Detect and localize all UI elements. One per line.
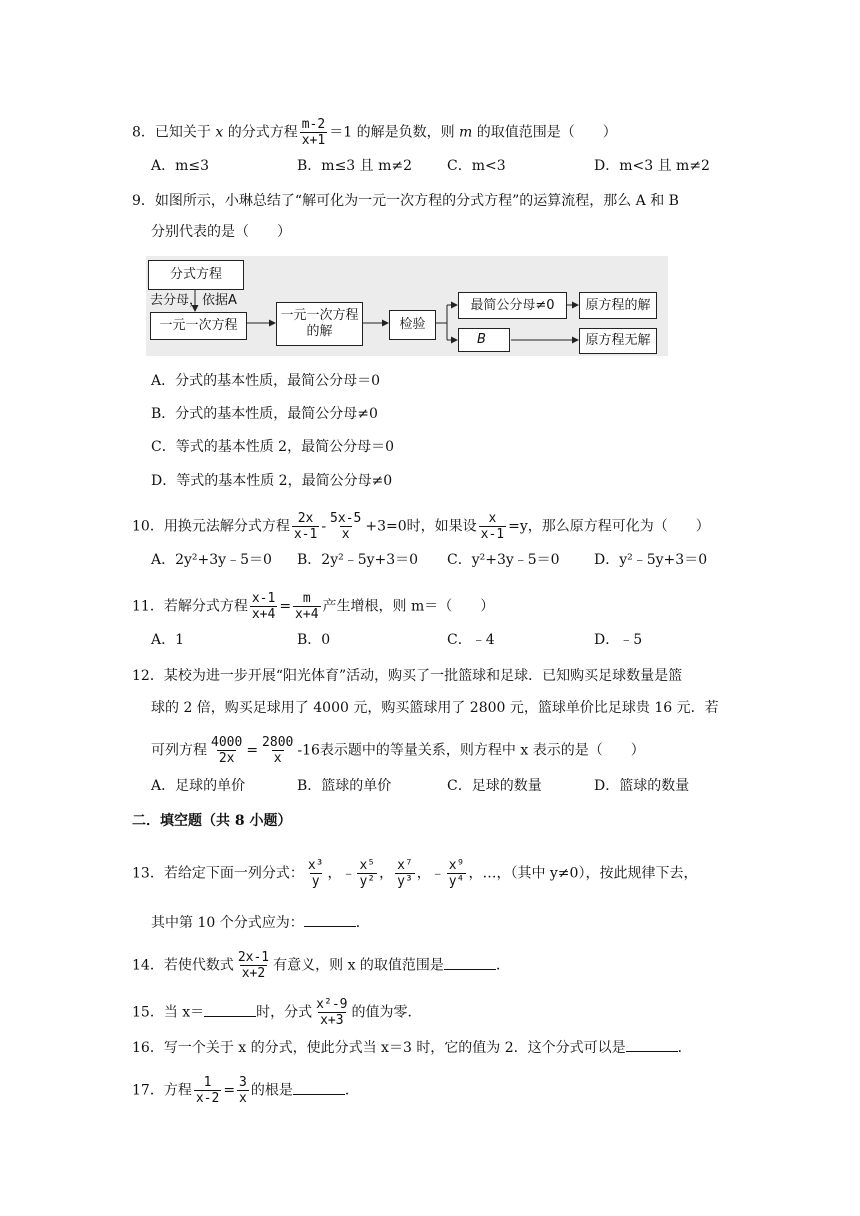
q13-answer-blank[interactable] <box>304 912 356 927</box>
q13-line2: 其中第 10 个分式应为： ． <box>151 912 370 932</box>
q10-option-b[interactable]: B．2y²﹣5y+3＝0 <box>297 552 419 568</box>
q12-option-a[interactable]: A．足球的单价 <box>151 778 246 794</box>
q11-option-a[interactable]: A．1 <box>151 632 185 648</box>
q8-option-d[interactable]: D．m<3 且 m≠2 <box>594 158 710 174</box>
flow-box-linear-equation: 一元一次方程 <box>150 312 247 340</box>
q12-option-d[interactable]: D．篮球的数量 <box>594 778 690 794</box>
flow-box-no-solution: 原方程无解 <box>579 328 657 354</box>
q11-option-b[interactable]: B．0 <box>297 632 331 648</box>
q17-stem: 17．方程 $\frac{1}{x-2}$ = $\frac{3}{x}$ 的根是 ． <box>132 1075 359 1106</box>
q12-option-b[interactable]: B．篮球的单价 <box>297 778 392 794</box>
q8-option-b[interactable]: B．m≤3 且 m≠2 <box>297 158 413 174</box>
q11-stem: 11．若解分式方程 $\frac{x-1}{x+4}$ = $\frac{m}{x+4}$ 产生增根，则 m＝（ ） <box>132 591 495 622</box>
q14-stem: 14．若使代数式 $\frac{2x-1}{x+2}$ 有意义，则 x 的取值范围是 ． <box>132 950 510 981</box>
q8-option-c[interactable]: C．m<3 <box>447 158 506 174</box>
q10-option-a[interactable]: A．2y²+3y﹣5＝0 <box>151 552 272 568</box>
q9-option-d[interactable]: D．等式的基本性质 2，最简公分母≠0 <box>151 473 393 489</box>
q12-stem-line2: 球的 2 倍，购买足球用了 4000 元，购买篮球用了 2800 元，篮球单价比足球贵 16 元．若 <box>151 700 719 716</box>
q15-stem: 15．当 x＝ 时，分式 $\frac{\text{x²-9}}{x+3}$ 的值为零． <box>132 997 422 1028</box>
flow-box-b: B <box>458 328 510 352</box>
q13-stem: 13．若给定下面一列分式： $\frac{\text{x³}}{y}$ ，﹣ $\frac{\text{x⁵}}{\text{y²}}$ ， $\frac{\text{x⁷}}{\text{y³}}$ ，﹣ $\frac{\text{x⁹}}{\text{y⁴}}$ ，…，（其中 y≠0），按此规律下去， <box>132 858 698 889</box>
q8-fraction: $\frac{m-2}{x+1}$ <box>301 117 326 148</box>
q11-option-d[interactable]: D．﹣5 <box>594 632 643 648</box>
q10-stem: 10．用换元法解分式方程 $\frac{2x}{x-1}$ - $\frac{5x-5}{x}$ +3=0时，如果设 $\frac{x}{x-1}$ =y，那么原方程可化为（ ） <box>132 511 710 542</box>
q10-option-c[interactable]: C．y²+3y﹣5＝0 <box>447 552 560 568</box>
flow-box-check: 检验 <box>389 310 436 340</box>
q15-answer-blank[interactable] <box>204 1002 256 1017</box>
q17-answer-blank[interactable] <box>293 1080 345 1095</box>
q8-option-a[interactable]: A．m≤3 <box>151 158 210 174</box>
q8-stem: 8．已知关于 x 的分式方程 $\frac{m-2}{x+1}$ ＝1 的解是负数，则 m 的取值范围是（ ） <box>132 117 617 148</box>
q9-option-b[interactable]: B．分式的基本性质，最简公分母≠0 <box>151 406 378 422</box>
q16-answer-blank[interactable] <box>626 1037 678 1052</box>
q9-stem-line2: 分别代表的是（ ） <box>151 224 291 240</box>
flow-box-lcd-nonzero: 最简公分母≠0 <box>458 292 567 319</box>
flow-box-linear-solution: 一元一次方程的解 <box>276 302 363 346</box>
section-title-fill-in: 二．填空题（共 8 小题） <box>132 813 292 829</box>
q9-option-a[interactable]: A．分式的基本性质，最简公分母＝0 <box>151 373 381 389</box>
flow-edge-label: 去分母，依据A <box>150 293 237 308</box>
q10-option-d[interactable]: D．y²﹣5y+3＝0 <box>594 552 708 568</box>
q16-stem: 16．写一个关于 x 的分式，使此分式当 x＝3 时，它的值为 2．这个分式可以是 ． <box>132 1037 692 1057</box>
q11-option-c[interactable]: C．﹣4 <box>447 632 495 648</box>
flow-box-fractional-equation: 分式方程 <box>148 260 244 290</box>
q9-option-c[interactable]: C．等式的基本性质 2，最简公分母＝0 <box>151 439 394 455</box>
flow-box-original-solution: 原方程的解 <box>579 292 657 319</box>
q12-stem-line1: 12．某校为进一步开展“阳光体育”活动，购买了一批篮球和足球．已知购买足球数量是篮 <box>132 668 683 684</box>
q12-stem-line3: 可列方程 $\frac{4000}{2x}$ = $\frac{2800}{x}$ -16表示题中的等量关系，则方程中 x 表示的是（ ） <box>151 735 645 766</box>
q12-option-c[interactable]: C．足球的数量 <box>447 778 542 794</box>
q14-answer-blank[interactable] <box>444 955 496 970</box>
q9-stem-line1: 9．如图所示，小琳总结了“解可化为一元一次方程的分式方程”的运算流程，那么 A 和 B <box>132 193 679 209</box>
